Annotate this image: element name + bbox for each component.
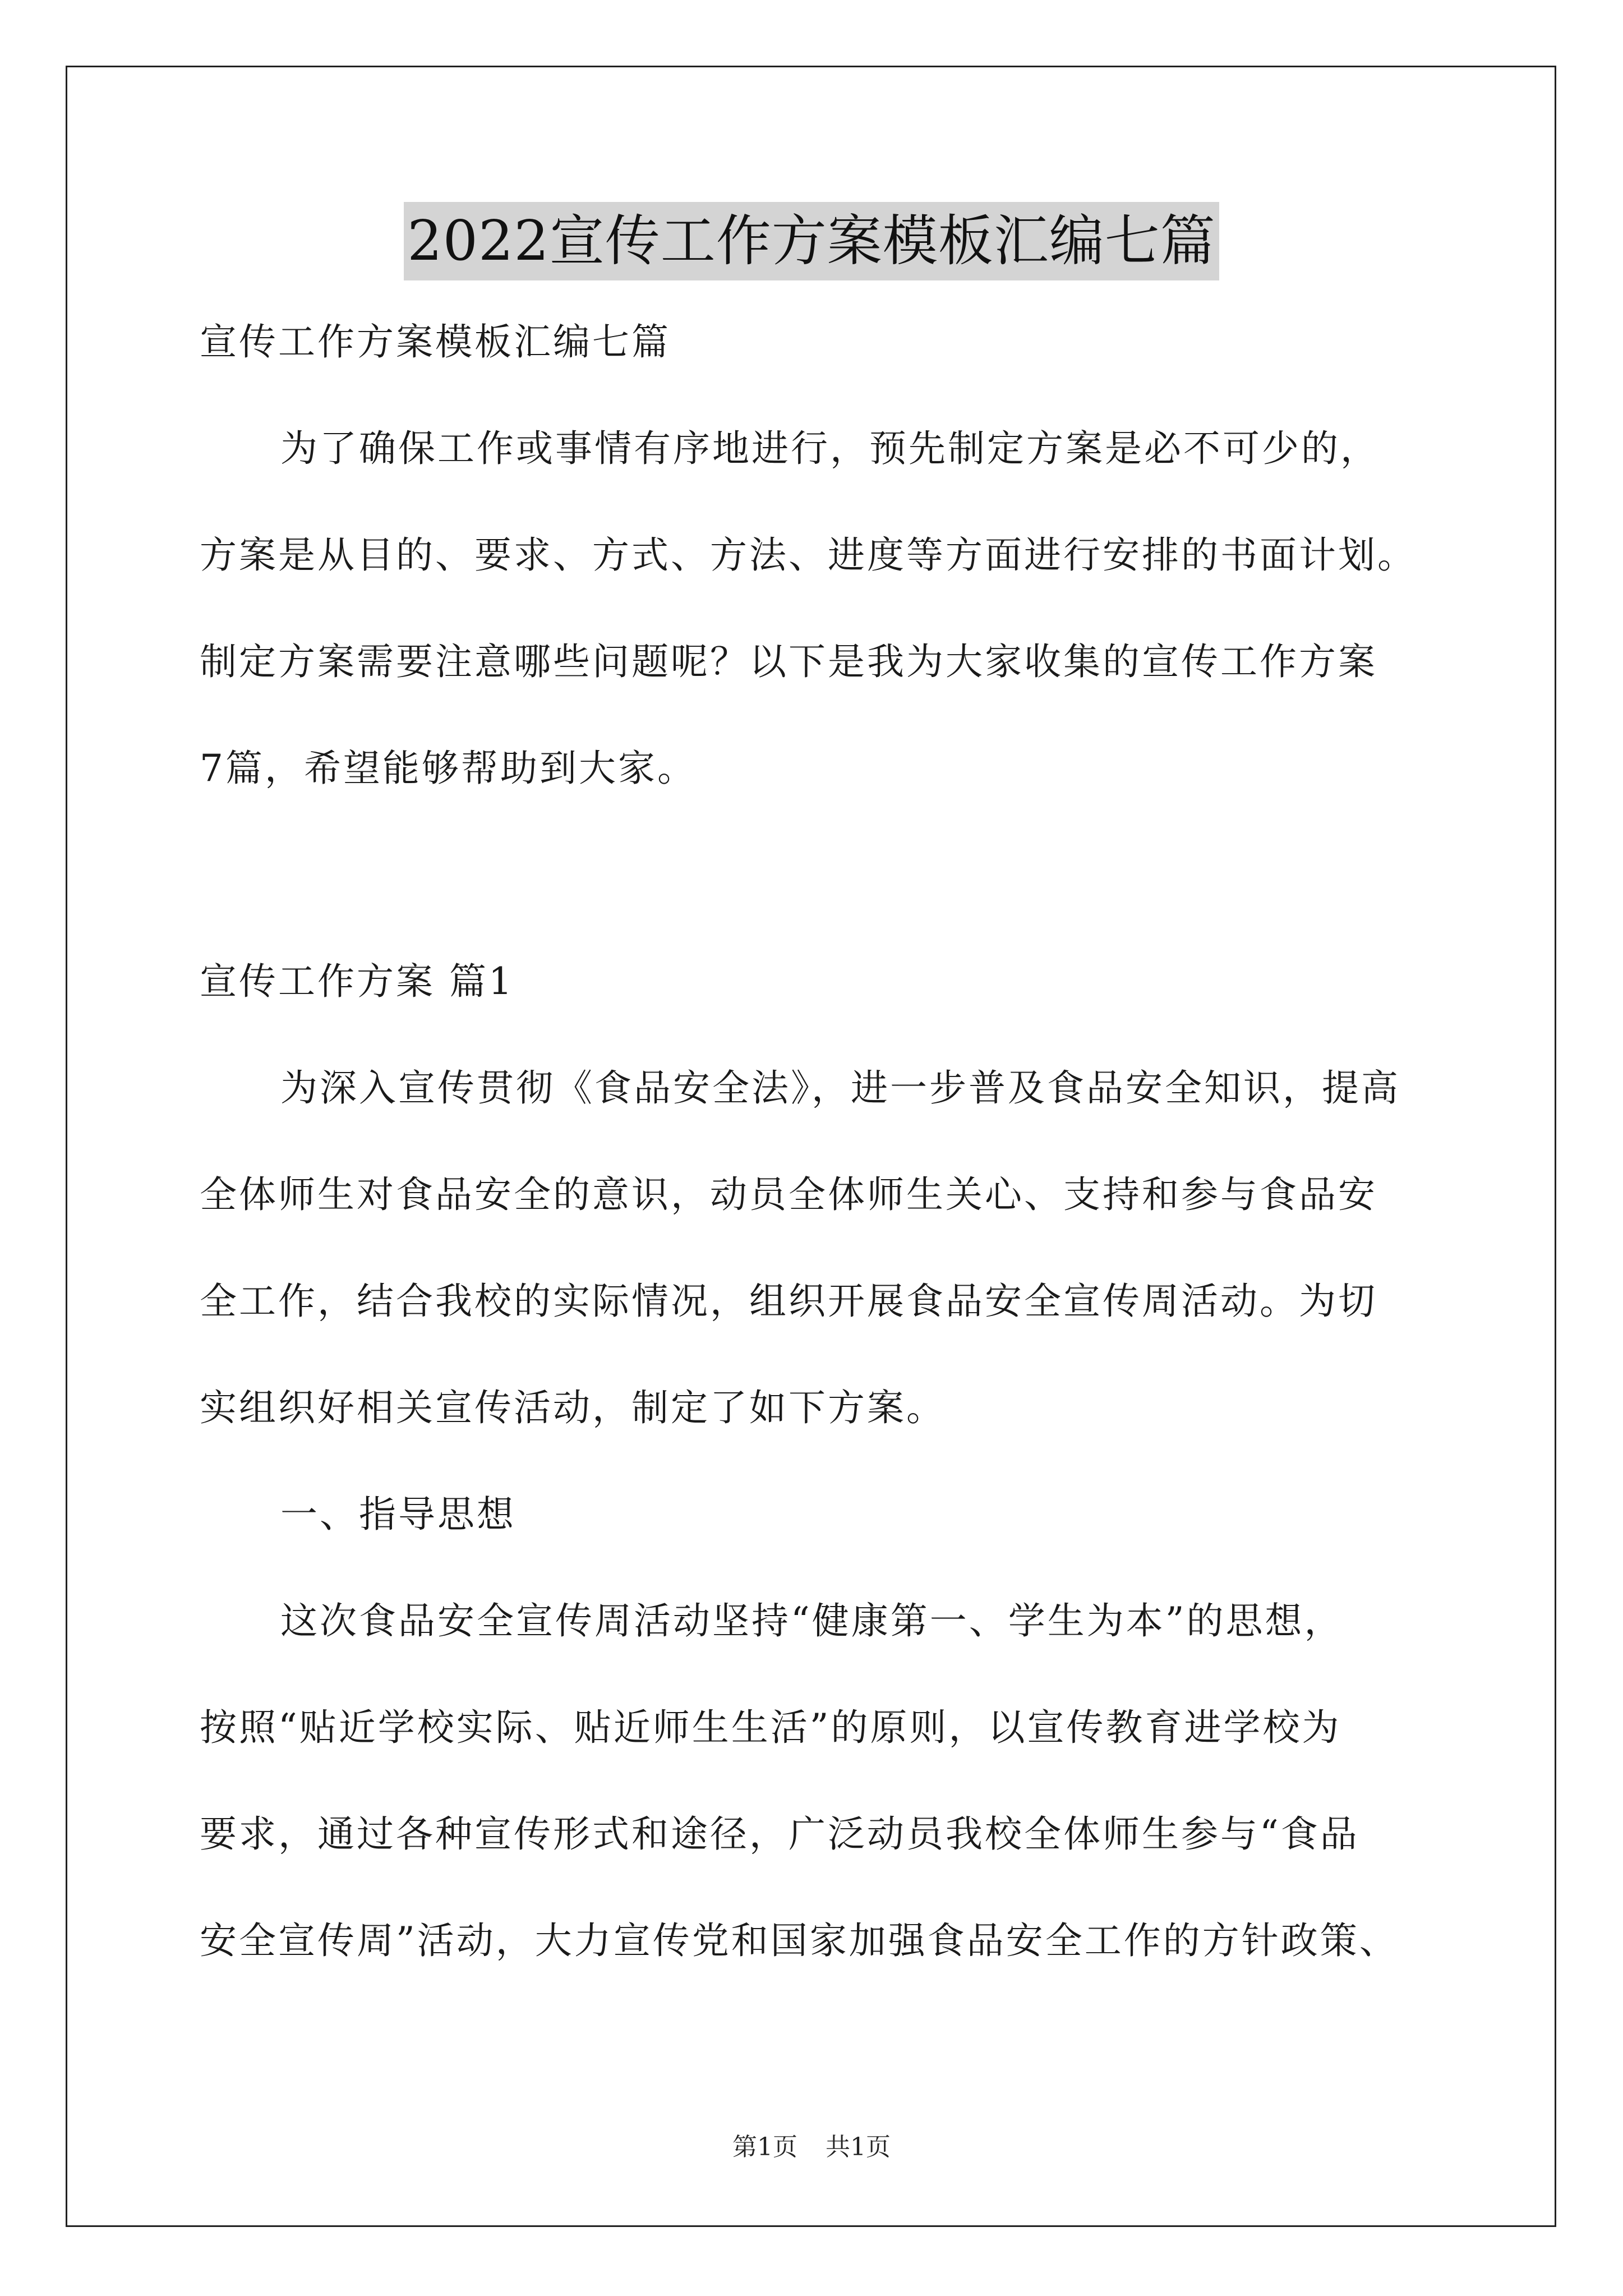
section-heading: 宣传工作方案 篇1 bbox=[200, 960, 514, 1003]
page-number-total: 共1页 bbox=[826, 2133, 891, 2161]
body-line-1: 这次食品安全宣传周活动坚持“健康第一、学生为本”的思想， bbox=[280, 1599, 1344, 1642]
intro-line-3: 制定方案需要注意哪些问题呢？以下是我为大家收集的宣传工作方案 bbox=[200, 640, 1377, 683]
page-number-current: 第1页 bbox=[732, 2133, 797, 2161]
document-title: 2022宣传工作方案模板汇编七篇 bbox=[404, 202, 1219, 280]
body-line-3: 要求，通过各种宣传形式和途径，广泛动员我校全体师生参与“食品 bbox=[200, 1812, 1359, 1856]
page-footer bbox=[0, 2131, 1623, 2164]
section-line-3: 全工作，结合我校的实际情况，组织开展食品安全宣传周活动。为切 bbox=[200, 1280, 1377, 1323]
intro-line-1: 为了确保工作或事情有序地进行，预先制定方案是必不可少的， bbox=[280, 427, 1380, 470]
subheading: 一、指导思想 bbox=[280, 1493, 516, 1536]
page-border bbox=[66, 66, 1556, 2227]
body-line-4: 安全宣传周”活动，大力宣传党和国家加强食品安全工作的方针政策、 bbox=[200, 1919, 1399, 1962]
intro-line-2: 方案是从目的、要求、方式、方法、进度等方面进行安排的书面计划。 bbox=[200, 533, 1417, 577]
body-line-2: 按照“贴近学校实际、贴近师生生活”的原则，以宣传教育进学校为 bbox=[200, 1706, 1341, 1749]
subtitle: 宣传工作方案模板汇编七篇 bbox=[200, 320, 671, 364]
title-container bbox=[0, 202, 1623, 280]
section-line-2: 全体师生对食品安全的意识，动员全体师生关心、支持和参与食品安 bbox=[200, 1173, 1377, 1216]
section-line-4: 实组织好相关宣传活动，制定了如下方案。 bbox=[200, 1386, 946, 1429]
section-line-1: 为深入宣传贯彻《食品安全法》，进一步普及食品安全知识，提高 bbox=[280, 1066, 1400, 1110]
intro-line-4: 7篇，希望能够帮助到大家。 bbox=[200, 747, 697, 790]
